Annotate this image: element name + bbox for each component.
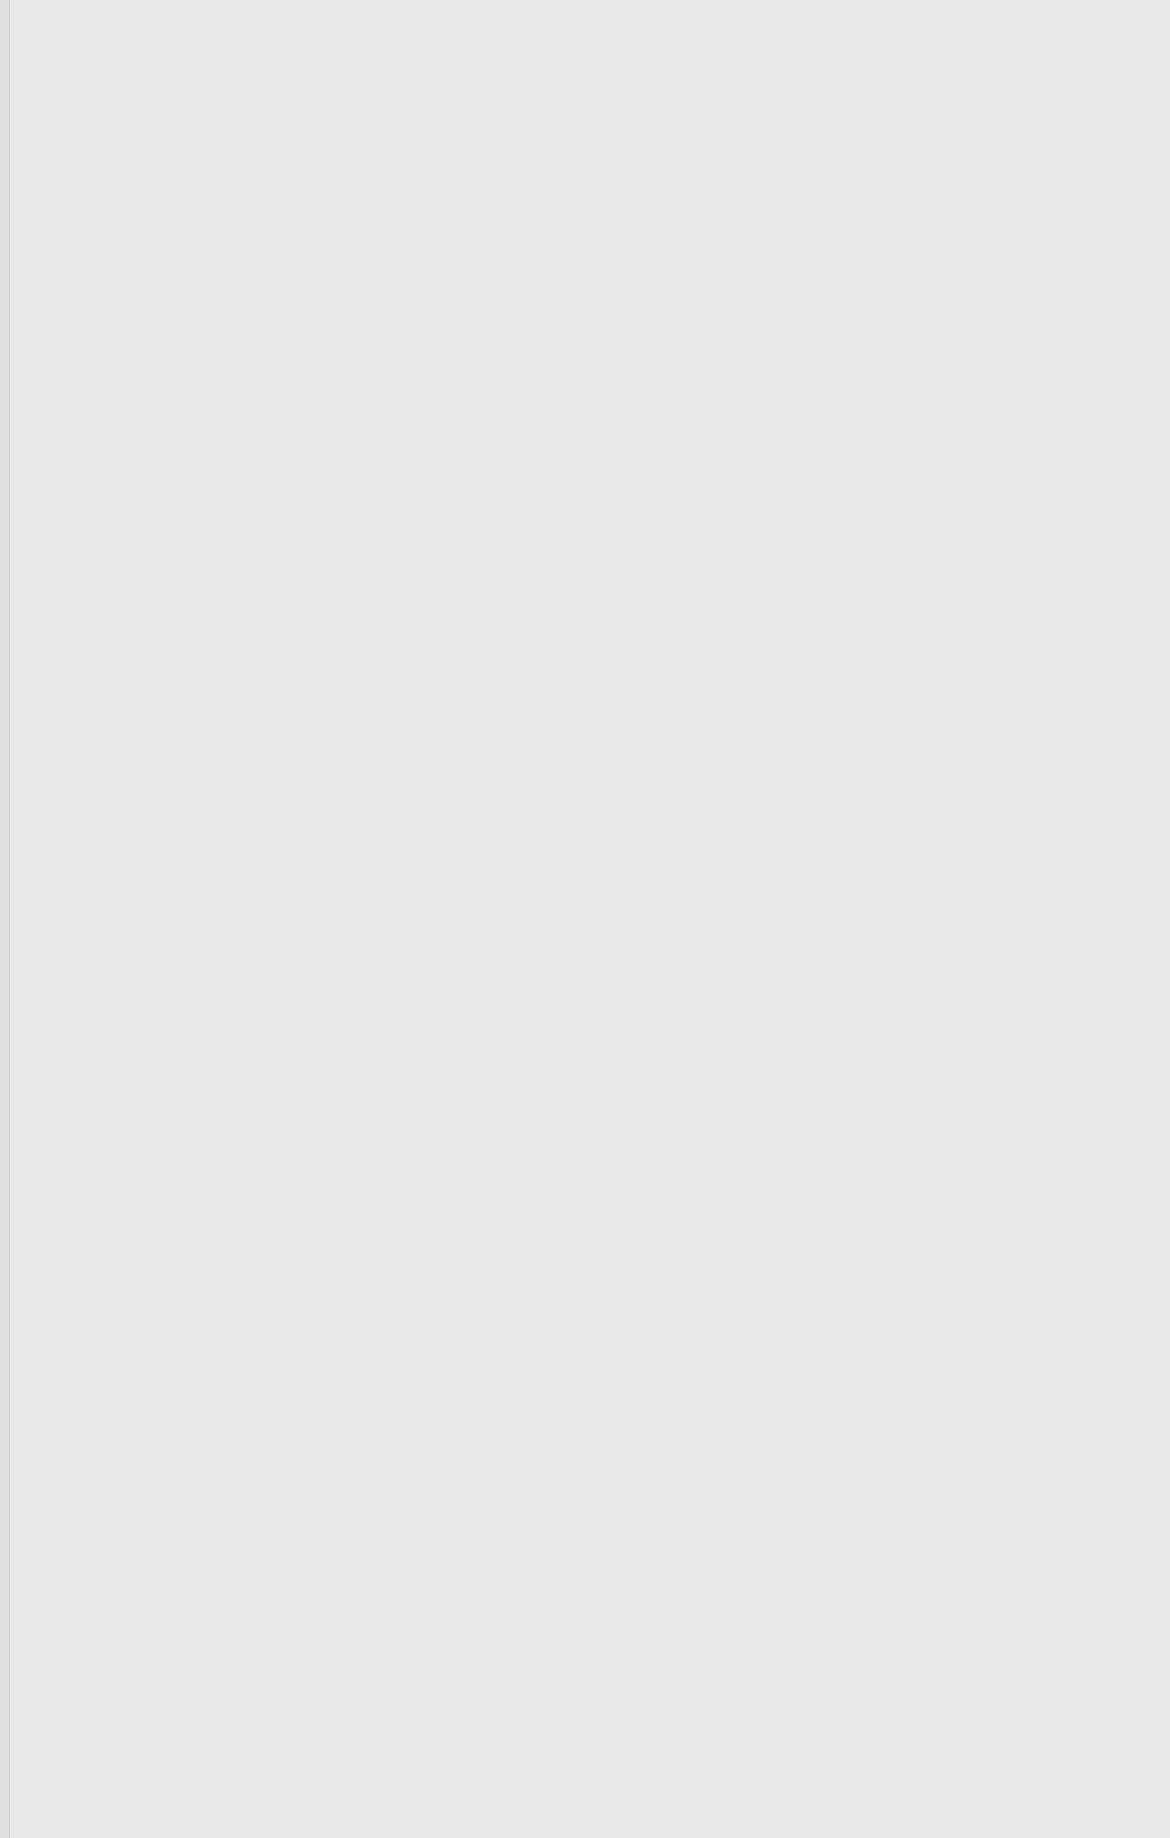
page-left-edge: [0, 0, 10, 1838]
results-list: [10, 0, 1170, 14]
